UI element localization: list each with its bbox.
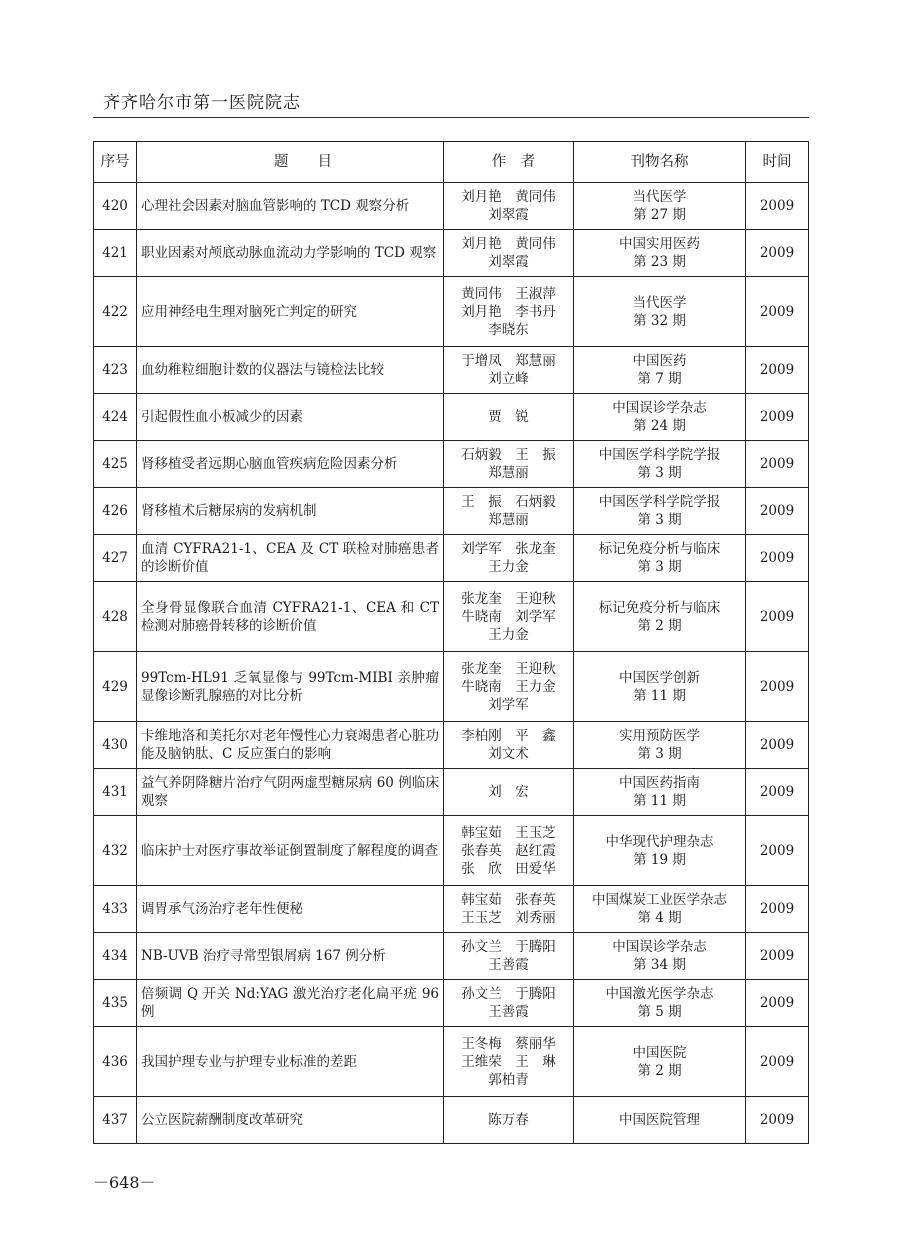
- row-title: 应用神经电生理对脑死亡判定的研究: [137, 277, 444, 347]
- table-row: [94, 980, 809, 1027]
- row-authors: [444, 347, 574, 394]
- journal-line: 第 32 期: [633, 312, 686, 329]
- table-row: [94, 488, 809, 535]
- author-line: 牛晓南 王力金: [461, 678, 556, 695]
- author-line: 刘翠霞: [488, 207, 529, 223]
- author-line: 刘月艳 李书丹: [461, 303, 556, 320]
- author-line: 李柏刚 平 鑫: [461, 728, 556, 744]
- author-line: 王 振 石炳毅: [461, 494, 556, 510]
- row-authors: [444, 769, 574, 816]
- row-journal: [574, 816, 746, 886]
- row-year: 2009: [746, 183, 809, 230]
- journal-line: 中国煤炭工业医学杂志: [592, 892, 727, 908]
- header-divider: [93, 117, 809, 118]
- journal-line: 第 27 期: [633, 207, 686, 223]
- row-authors: [444, 441, 574, 488]
- journal-line: 中国医院管理: [619, 1112, 700, 1128]
- row-title: 倍频调 Q 开关 Nd:YAG 激光治疗老化扁平疣 96 例: [137, 980, 444, 1027]
- row-title: 临床护士对医疗事故举证倒置制度了解程度的调查: [137, 816, 444, 886]
- author-line: 张龙奎 王迎秋: [461, 590, 556, 607]
- journal-line: 第 34 期: [633, 957, 686, 973]
- table-row: [94, 394, 809, 441]
- row-authors: [444, 582, 574, 652]
- author-line: 张 欣 田爱华: [461, 860, 556, 877]
- journal-line: 标记免疫分析与临床: [598, 541, 721, 557]
- row-year: 2009: [746, 1097, 809, 1144]
- row-number: 436: [94, 1027, 137, 1097]
- author-line: 郑慧丽: [488, 512, 529, 528]
- journal-line: 第 11 期: [633, 793, 686, 809]
- row-year: 2009: [746, 582, 809, 652]
- row-number: 425: [94, 441, 137, 488]
- author-line: 刘文术: [488, 746, 529, 762]
- row-journal: [574, 980, 746, 1027]
- table-row: [94, 886, 809, 933]
- row-title: 血幼稚粒细胞计数的仪器法与镜检法比较: [137, 347, 444, 394]
- row-number: 422: [94, 277, 137, 347]
- row-authors: [444, 230, 574, 277]
- row-year: 2009: [746, 1027, 809, 1097]
- author-line: 郭柏青: [488, 1071, 529, 1088]
- row-year: 2009: [746, 886, 809, 933]
- row-authors: [444, 1097, 574, 1144]
- row-authors: [444, 1027, 574, 1097]
- row-title: 我国护理专业与护理专业标准的差距: [137, 1027, 444, 1097]
- author-line: 王善霞: [488, 1004, 529, 1020]
- table-row: [94, 347, 809, 394]
- page-header-title: 齐齐哈尔市第一医院院志: [103, 93, 301, 113]
- row-year: 2009: [746, 652, 809, 722]
- author-line: 韩宝茹 王玉芝: [461, 824, 556, 841]
- journal-line: 中国医药指南: [619, 775, 700, 791]
- table-row: [94, 441, 809, 488]
- row-title: 卡维地洛和美托尔对老年慢性心力衰竭患者心脏功能及脑钠肽、C 反应蛋白的影响: [137, 722, 444, 769]
- author-line: 郑慧丽: [488, 465, 529, 481]
- author-line: 孙文兰 于腾阳: [461, 986, 556, 1002]
- row-year: 2009: [746, 394, 809, 441]
- column-header-year: 时间: [746, 142, 809, 183]
- author-line: 刘 宏: [488, 784, 529, 800]
- row-number: 435: [94, 980, 137, 1027]
- row-title: 99Tcm-HL91 乏氧显像与 99Tcm-MIBI 亲肿瘤显像诊断乳腺癌的对比分析: [137, 652, 444, 722]
- journal-line: 第 2 期: [637, 617, 682, 634]
- row-journal: [574, 230, 746, 277]
- author-line: 贾 锐: [488, 409, 529, 425]
- row-title: 公立医院薪酬制度改革研究: [137, 1097, 444, 1144]
- author-line: 王冬梅 蔡丽华: [461, 1035, 556, 1052]
- journal-line: 中国医药: [632, 353, 687, 369]
- journal-line: 中华现代护理杂志: [605, 833, 714, 850]
- author-line: 韩宝茹 张春英: [461, 892, 556, 908]
- journal-line: 第 24 期: [633, 418, 686, 434]
- author-line: 张龙奎 王迎秋: [461, 660, 556, 677]
- row-authors: [444, 277, 574, 347]
- author-line: 李晓东: [488, 321, 529, 338]
- author-line: 刘翠霞: [488, 254, 529, 270]
- table-row: [94, 1027, 809, 1097]
- journal-line: 中国实用医药: [619, 236, 700, 252]
- row-number: 429: [94, 652, 137, 722]
- row-authors: [444, 886, 574, 933]
- row-journal: [574, 488, 746, 535]
- row-title: 全身骨显像联合血清 CYFRA21-1、CEA 和 CT 检测对肺癌骨转移的诊断价值: [137, 582, 444, 652]
- page-number: －648－: [93, 1173, 156, 1192]
- row-authors: [444, 394, 574, 441]
- row-number: 420: [94, 183, 137, 230]
- row-number: 432: [94, 816, 137, 886]
- row-number: 428: [94, 582, 137, 652]
- row-year: 2009: [746, 347, 809, 394]
- row-authors: [444, 933, 574, 980]
- author-line: 王玉芝 刘秀丽: [461, 910, 556, 926]
- table-row: [94, 582, 809, 652]
- row-year: 2009: [746, 441, 809, 488]
- table-row: [94, 722, 809, 769]
- row-title: 肾移植受者远期心脑血管疾病危险因素分析: [137, 441, 444, 488]
- row-year: 2009: [746, 230, 809, 277]
- row-year: 2009: [746, 722, 809, 769]
- journal-line: 第 4 期: [637, 910, 682, 926]
- author-line: 刘学军: [488, 696, 529, 713]
- row-number: 427: [94, 535, 137, 582]
- row-journal: [574, 1027, 746, 1097]
- row-journal: [574, 1097, 746, 1144]
- table-row: [94, 230, 809, 277]
- row-title: 肾移植术后糖尿病的发病机制: [137, 488, 444, 535]
- column-header-number: 序号: [94, 142, 137, 183]
- journal-line: 中国激光医学杂志: [605, 986, 714, 1002]
- row-journal: [574, 441, 746, 488]
- journal-line: 第 19 期: [633, 851, 686, 868]
- journal-line: 中国误诊学杂志: [612, 400, 707, 416]
- author-line: 刘月艳 黄同伟: [461, 236, 556, 252]
- row-number: 423: [94, 347, 137, 394]
- row-journal: [574, 652, 746, 722]
- row-number: 434: [94, 933, 137, 980]
- row-title: NB-UVB 治疗寻常型银屑病 167 例分析: [137, 933, 444, 980]
- table-row: [94, 769, 809, 816]
- journal-line: 实用预防医学: [619, 728, 700, 744]
- author-line: 王善霞: [488, 957, 529, 973]
- row-number: 431: [94, 769, 137, 816]
- table-row: [94, 933, 809, 980]
- author-line: 王力金: [488, 559, 529, 575]
- author-line: 张春英 赵红霞: [461, 842, 556, 859]
- row-year: 2009: [746, 980, 809, 1027]
- author-line: 陈万春: [488, 1112, 529, 1128]
- row-title: 益气养阴降糖片治疗气阴两虚型糖尿病 60 例临床观察: [137, 769, 444, 816]
- table-header-row: [94, 142, 809, 183]
- table-row: [94, 816, 809, 886]
- table-body: [94, 183, 809, 1144]
- row-year: 2009: [746, 535, 809, 582]
- table-row: [94, 652, 809, 722]
- row-journal: [574, 769, 746, 816]
- row-authors: [444, 535, 574, 582]
- row-journal: [574, 183, 746, 230]
- row-number: 424: [94, 394, 137, 441]
- row-authors: [444, 652, 574, 722]
- author-line: 孙文兰 于腾阳: [461, 939, 556, 955]
- journal-line: 第 3 期: [637, 559, 682, 575]
- journal-line: 当代医学: [632, 189, 687, 205]
- table-row: [94, 183, 809, 230]
- row-year: 2009: [746, 769, 809, 816]
- row-number: 426: [94, 488, 137, 535]
- row-journal: [574, 394, 746, 441]
- row-authors: [444, 980, 574, 1027]
- author-line: 牛晓南 刘学军: [461, 608, 556, 625]
- journal-line: 中国医学科学院学报: [598, 494, 721, 510]
- column-header-title: 题 目: [137, 142, 444, 183]
- row-journal: [574, 933, 746, 980]
- journal-line: 第 23 期: [633, 254, 686, 270]
- row-journal: [574, 535, 746, 582]
- journal-line: 第 3 期: [637, 465, 682, 481]
- author-line: 王维荣 王 琳: [461, 1053, 556, 1070]
- row-journal: [574, 886, 746, 933]
- row-journal: [574, 277, 746, 347]
- column-header-journal: 刊物名称: [574, 142, 746, 183]
- row-year: 2009: [746, 277, 809, 347]
- journal-line: 第 5 期: [637, 1004, 682, 1020]
- row-year: 2009: [746, 816, 809, 886]
- author-line: 于增凤 郑慧丽: [461, 353, 556, 369]
- journal-line: 第 11 期: [633, 687, 686, 704]
- author-line: 刘学军 张龙奎: [461, 541, 556, 557]
- author-line: 石炳毅 王 振: [461, 447, 556, 463]
- row-title: 调胃承气汤治疗老年性便秘: [137, 886, 444, 933]
- journal-line: 中国医学科学院学报: [598, 447, 721, 463]
- table-row: [94, 1097, 809, 1144]
- row-journal: [574, 722, 746, 769]
- row-year: 2009: [746, 488, 809, 535]
- row-year: 2009: [746, 933, 809, 980]
- journal-line: 第 3 期: [637, 746, 682, 762]
- publication-table: [93, 141, 809, 1144]
- row-authors: [444, 722, 574, 769]
- journal-line: 中国医院: [632, 1044, 687, 1061]
- row-number: 430: [94, 722, 137, 769]
- row-authors: [444, 183, 574, 230]
- column-header-authors: 作 者: [444, 142, 574, 183]
- journal-line: 第 7 期: [637, 371, 682, 387]
- row-authors: [444, 816, 574, 886]
- row-number: 421: [94, 230, 137, 277]
- journal-line: 标记免疫分析与临床: [598, 599, 721, 616]
- journal-line: 第 3 期: [637, 512, 682, 528]
- row-journal: [574, 347, 746, 394]
- row-number: 433: [94, 886, 137, 933]
- author-line: 刘月艳 黄同伟: [461, 189, 556, 205]
- author-line: 刘立峰: [488, 371, 529, 387]
- author-line: 黄同伟 王淑萍: [461, 285, 556, 302]
- row-title: 血清 CYFRA21-1、CEA 及 CT 联检对肺癌患者的诊断价值: [137, 535, 444, 582]
- table-row: [94, 535, 809, 582]
- journal-line: 第 2 期: [637, 1062, 682, 1079]
- row-title: 职业因素对颅底动脉血流动力学影响的 TCD 观察: [137, 230, 444, 277]
- row-journal: [574, 582, 746, 652]
- author-line: 王力金: [488, 626, 529, 643]
- row-title: 引起假性血小板减少的因素: [137, 394, 444, 441]
- table-row: [94, 277, 809, 347]
- row-number: 437: [94, 1097, 137, 1144]
- journal-line: 中国医学创新: [619, 669, 700, 686]
- journal-line: 当代医学: [632, 294, 687, 311]
- row-title: 心理社会因素对脑血管影响的 TCD 观察分析: [137, 183, 444, 230]
- row-authors: [444, 488, 574, 535]
- journal-line: 中国误诊学杂志: [612, 939, 707, 955]
